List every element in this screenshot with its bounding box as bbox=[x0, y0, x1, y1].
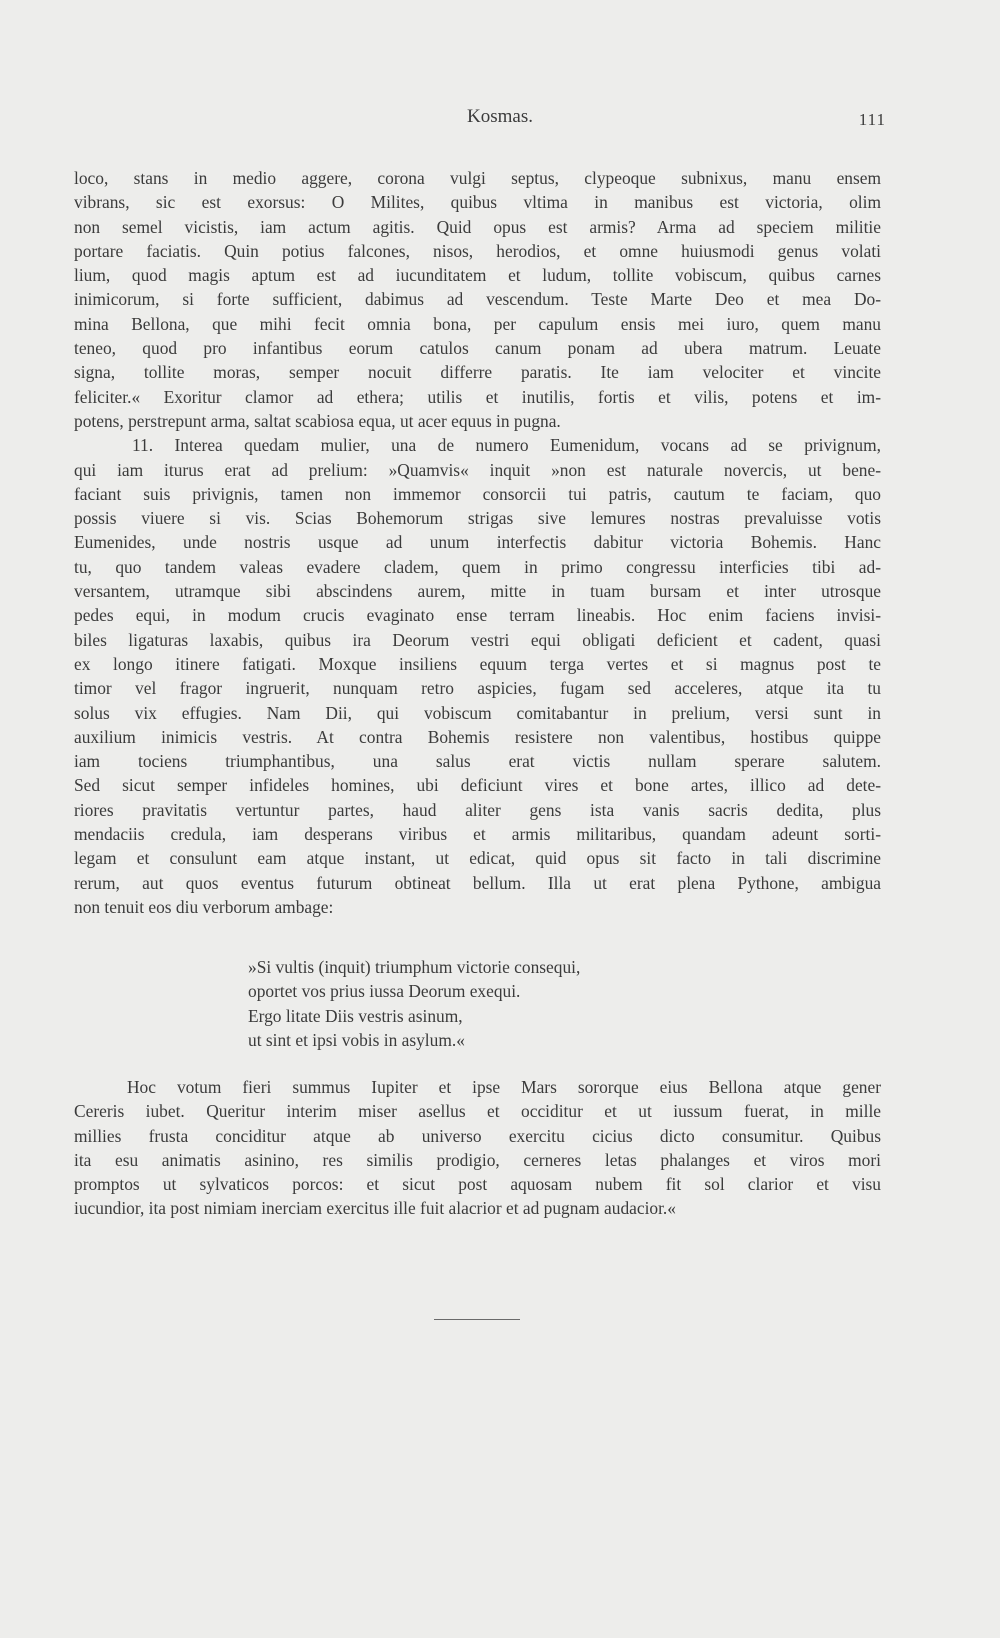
text-line: possis viuere si vis. Scias Bohemorum strigas sive lemures nostras prevaluisse votis bbox=[74, 508, 881, 529]
text-line: ut sint et ipsi vobis in asylum.« bbox=[248, 1029, 465, 1050]
text-line: feliciter.« Exoritur clamor ad ethera; utilis et inutilis, fortis et vilis, potens et im- bbox=[74, 386, 881, 407]
text-line: portare faciatis. Quin potius falcones, nisos, herodios, et omne huiusmodi genus volati bbox=[74, 240, 881, 261]
text-line: teneo, quod pro infantibus eorum catulos canum ponam ad ubera matrum. Leuate bbox=[74, 338, 881, 359]
text-line: legam et consulunt eam atque instant, ut edicat, quid opus sit facto in tali discrimine bbox=[74, 848, 881, 869]
text-line: promptos ut sylvaticos porcos: et sicut post aquosam nubem fit sol clarior et visu bbox=[74, 1174, 881, 1195]
text-line: Ergo litate Diis vestris asinum, bbox=[248, 1005, 463, 1026]
paragraph-3 bbox=[74, 1075, 881, 1221]
paragraph-2 bbox=[74, 433, 881, 919]
text-line: mendaciis credula, iam desperans viribus et armis militaribus, quandam adeunt sorti- bbox=[74, 824, 881, 845]
text-line: 11. Interea quedam mulier, una de numero Eumenidum, vocans ad se privignum, bbox=[132, 435, 881, 456]
text-line: iam tociens triumphantibus, una salus erat victis nullam sperare salutem. bbox=[74, 751, 881, 772]
main-text bbox=[74, 166, 881, 919]
text-line: ita esu animatis asinino, res similis prodigio, cerneres letas phalanges et viros mori bbox=[74, 1149, 881, 1170]
text-line: signa, tollite moras, semper nocuit differre paratis. Ite iam velociter et vincite bbox=[74, 362, 881, 383]
text-line: solus vix effugies. Nam Dii, qui vobiscum comitabantur in prelium, versi sunt in bbox=[74, 702, 881, 723]
text-line: rerum, aut quos eventus futurum obtineat bellum. Illa ut erat plena Pythone, ambigua bbox=[74, 872, 881, 893]
text-line: Hoc votum fieri summus Iupiter et ipse Mars sororque eius Bellona atque gener bbox=[127, 1077, 881, 1097]
closing-rule bbox=[434, 1319, 520, 1320]
text-line: biles ligaturas laxabis, quibus ira Deorum vestri equi obligati deficient et cadent, quasi bbox=[74, 629, 881, 650]
text-line: mina Bellona, que mihi fecit omnia bona, per capulum ensis mei iuro, quem manu bbox=[74, 313, 881, 334]
running-title: Kosmas. bbox=[467, 106, 533, 127]
text-line: tu, quo tandem valeas evadere cladem, quem in primo congressu interficies tibi ad- bbox=[74, 556, 881, 577]
paragraph-1 bbox=[74, 166, 881, 433]
text-line: pedes equi, in modum crucis evaginato ense terram lineabis. Hoc enim faciens invisi- bbox=[74, 605, 881, 626]
text-line: potens, perstrepunt arma, saltat scabiosa equa, ut acer equus in pugna. bbox=[74, 410, 561, 431]
text-line: lium, quod magis aptum est ad iucunditatem et ludum, tollite vobiscum, quibus carnes bbox=[74, 265, 881, 286]
text-line: vibrans, sic est exorsus: O Milites, quibus vltima in manibus est victoria, olim bbox=[74, 192, 881, 213]
text-line: qui iam iturus erat ad prelium: »Quamvis« inquit »non est naturale novercis, ut bene- bbox=[74, 459, 881, 480]
text-line: timor vel fragor ingruerit, nunquam retro aspicies, fugam sed acceleres, atque ita tu bbox=[74, 678, 881, 699]
text-line: Eumenides, unde nostris usque ad unum interfectis dabitur victoria Bohemis. Hanc bbox=[74, 532, 881, 553]
text-line: ex longo itinere fatigati. Moxque insiliens equum terga vertes et si magnus post te bbox=[74, 653, 881, 674]
text-line: loco, stans in medio aggere, corona vulgi septus, clypeoque subnixus, manu ensem bbox=[74, 168, 881, 188]
text-line: auxilium inimicis vestris. At contra Bohemis resistere non valentibus, hostibus quippe bbox=[74, 726, 881, 747]
text-line: oportet vos prius iussa Deorum exequi. bbox=[248, 981, 521, 1002]
text-line: Sed sicut semper infideles homines, ubi deficiunt vires et bone artes, illico ad dete- bbox=[74, 775, 881, 796]
text-line: versantem, utramque sibi abscindens aurem, mitte in tuam bursam et inter utrosque bbox=[74, 581, 881, 602]
page-number: 111 bbox=[858, 110, 886, 129]
text-line: iucundior, ita post nimiam inerciam exercitus ille fuit alacrior et ad pugnam audacior.« bbox=[74, 1198, 676, 1219]
running-head bbox=[0, 106, 1000, 136]
text-line: inimicorum, si forte sufficient, dabimus ad vescendum. Teste Marte Deo et mea Do- bbox=[74, 289, 881, 310]
text-line: Cereris iubet. Queritur interim miser asellus et occiditur et ut iussum fuerat, in mille bbox=[74, 1101, 881, 1122]
text-line: millies frusta conciditur atque ab universo exercitu cicius dicto consumitur. Quibus bbox=[74, 1125, 881, 1146]
text-line: non semel vicistis, iam actum agitis. Quid opus est armis? Arma ad speciem militie bbox=[74, 216, 881, 237]
text-line: non tenuit eos diu verborum ambage: bbox=[74, 896, 334, 917]
text-line: »Si vultis (inquit) triumphum victorie consequi, bbox=[248, 957, 581, 977]
verse-block bbox=[248, 955, 580, 1052]
text-line: faciant suis privignis, tamen non immemor consorcii tui patris, cautum te faciam, quo bbox=[74, 483, 881, 504]
text-line: riores pravitatis vertuntur partes, haud aliter gens ista vanis sacris dedita, plus bbox=[74, 799, 881, 820]
